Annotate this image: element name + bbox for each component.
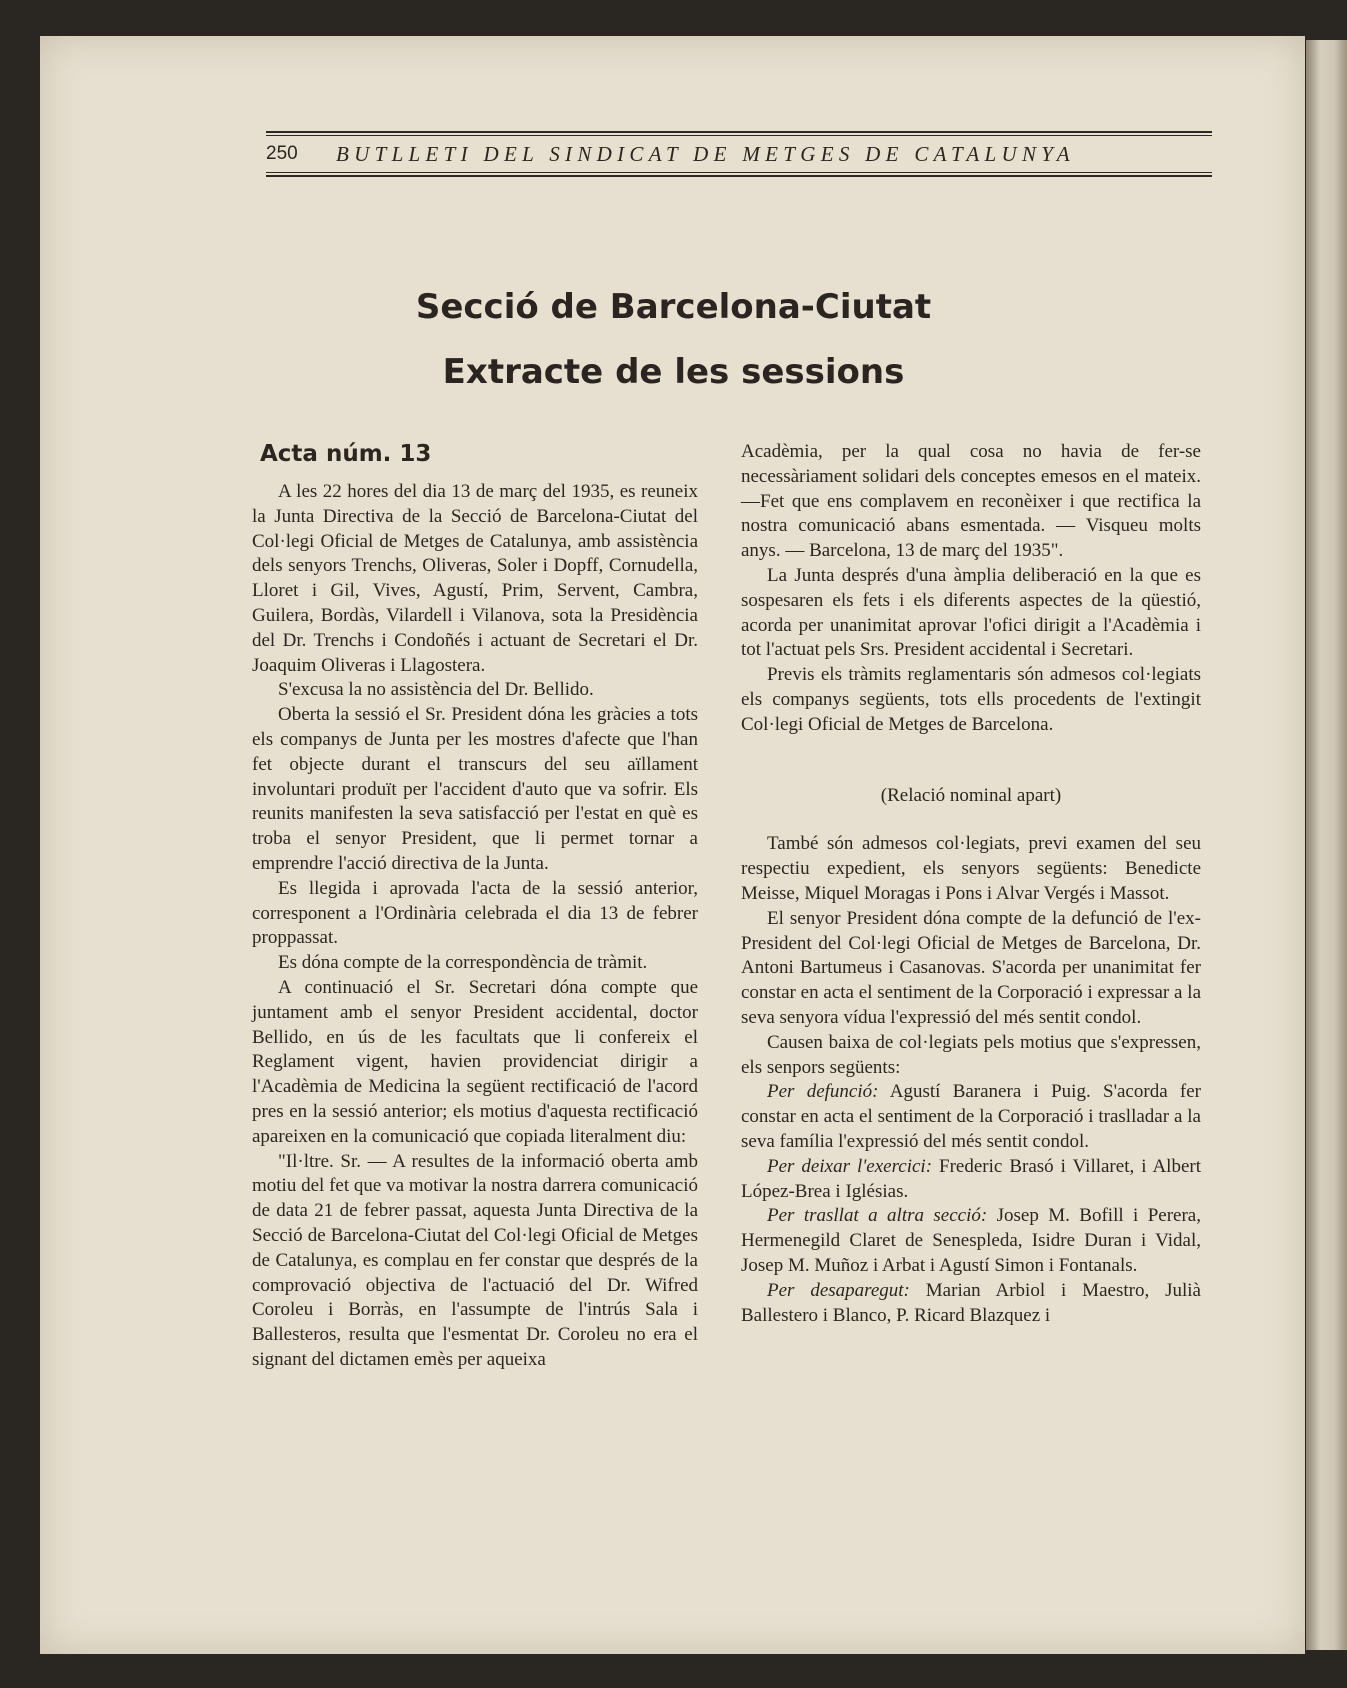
baixa-text: Marian Arbiol i Maestro, Julià Ballestero i Blanco, P. Ricard Blazquez i [741, 1279, 1201, 1326]
baixa-label: Per deixar l'exercici: [767, 1155, 933, 1177]
baixa-item [741, 1155, 1201, 1205]
paragraph: Oberta la sessió el Sr. President dóna les gràcies a tots els companys de Junta per les mostres d'afecte que l'han fet objecte durant el transcurs del seu aïllament involuntari produït per l'accident d'auto que va sofrir. Els reunits manifesten la seva satisfacció per l'estat en què es troba el senyor President, que li permet tornar a emprendre l'acció directiva de la Junta. [252, 704, 698, 874]
page-number: 250 [266, 143, 298, 164]
paragraph-continuation: Acadèmia, per la qual cosa no havia de fer-se necessàriament solidari dels conceptes emesos en el mateix.—Fet que ens complavem en reconèixer i que rectifica la nostra comunicació abans esmentada. — Visqueu molts anys. — Barcelona, 13 de març del 1935". [741, 441, 1201, 562]
paragraph: També són admesos col·legiats, previ examen del seu respectiu expedient, els senyors següents: Benedicte Meisse, Miquel Moragas i Pons i Alvar Vergés i Massot. [741, 833, 1201, 904]
spacer [741, 738, 1201, 784]
baixa-text: Agustí Baranera i Puig. S'acorda fer constar en acta el sentiment de la Corporació i traslladar a la seva família l'expressió del més sentit condol. [741, 1081, 1202, 1152]
left-column [252, 440, 698, 1373]
paragraph: La Junta després d'una àmplia deliberació en la que es sospesaren els fets i els diferents aspectes de la qüestió, acorda per unanimitat aprovar l'ofici dirigit a l'Acadèmia i tot l'actuat pels Srs. President accidental i Secretari. [741, 564, 1201, 661]
paragraph: A continuació el Sr. Secretari dóna compte que juntament amb el senyor President accidental, doctor Bellido, en ús de les facultats que li confereix el Reglament vigent, havien providenciat dirigir a l'Acadèmia de Medicina la següent rectificació de l'acord pres en la sessió anterior; els motius d'aquesta rectificació apareixen en la comunicació que copiada literalment diu: [252, 976, 698, 1147]
header-rule-bottom-thin [266, 172, 1212, 173]
section-subtitle: Extracte de les sessions [442, 352, 905, 392]
running-header [266, 138, 1212, 170]
running-title: BUTLLETI DEL SINDICAT DE METGES DE CATALUNYA [336, 141, 1075, 166]
header-rule-bottom [266, 175, 1212, 177]
baixa-text: Josep M. Bofill i Perera, Hermenegild Claret de Senespleda, Isidre Duran i Vidal, Josep M. Muñoz i Arbat i Agustí Simon i Fontanals. [741, 1205, 1201, 1276]
paragraph: Causen baixa de col·legiats pels motius que s'expressen, els senpors següents: [741, 1031, 1201, 1078]
baixa-text: Frederic Brasó i Villaret, i Albert López-Brea i Iglésias. [741, 1155, 1201, 1202]
acta-heading: Acta núm. 13 [260, 441, 432, 467]
paragraph: "Il·ltre. Sr. — A resultes de la informació oberta amb motiu del fet que va motivar la nostra darrera comunicació de data 21 de febrer passat, aquesta Junta Directiva de la Secció de Barcelona-Ciutat del Col·legi Oficial de Metges de Catalunya, es complau en fer constar que després de la comprovació objectiva de l'actuació del Dr. Wifred Coroleu i Borràs, en l'assumpte de l'intrús Sala i Ballesteros, resulta que l'esmentat Dr. Coroleu no era el signant del dictamen emès per aqueixa [252, 1150, 698, 1370]
spacer [741, 808, 1201, 832]
relacio-note: (Relació nominal apart) [880, 784, 1062, 806]
right-column [741, 440, 1201, 1328]
baixa-item [741, 1080, 1201, 1154]
baixa-label: Per desaparegut: [767, 1279, 910, 1301]
baixa-label: Per defunció: [767, 1081, 879, 1103]
book-spine-edge [1306, 40, 1347, 1650]
baixa-item [741, 1279, 1201, 1329]
paragraph: Previs els tràmits reglamentaris són admesos col·legiats els companys següents, tots ells procedents de l'extingit Col·legi Oficial de Metges de Barcelona. [741, 664, 1201, 735]
section-title: Secció de Barcelona-Ciutat [415, 287, 932, 327]
paragraph: A les 22 hores del dia 13 de març del 1935, es reuneix la Junta Directiva de la Secció de Barcelona-Ciutat del Col·legi Oficial de Metges de Catalunya, amb assistència dels senyors Trenchs, Oliveras, Soler i Dopff, Cornudella, Lloret i Gil, Vives, Agustí, Prim, Servent, Cambra, Guilera, Bordàs, Vilardell i Vilanova, sota la Presidència del Dr. Trenchs i Condoñés i actuant de Secretari el Dr. Joaquim Oliveras i Llagostera. [252, 481, 698, 676]
baixa-item [741, 1204, 1201, 1278]
paragraph: El senyor President dóna compte de la defunció de l'ex-President del Col·legi Oficial de Metges de Barcelona, Dr. Antoni Bartumeus i Casanovas. S'acorda per unanimitat fer constar en acta el sentiment de la Corporació i expressar a la seva senyora vídua l'expressió del més sentit condol. [741, 907, 1201, 1028]
baixa-label: Per trasllat a altra secció: [767, 1205, 988, 1227]
header-rule-top [266, 131, 1212, 133]
header-rule-top-thin [266, 135, 1212, 136]
paragraph: Es dóna compte de la correspondència de tràmit. [278, 952, 648, 974]
paragraph: Es llegida i aprovada l'acta de la sessió anterior, corresponent a l'Ordinària celebrada el dia 13 de febrer proppassat. [252, 877, 698, 949]
paragraph: S'excusa la no assistència del Dr. Bellido. [278, 679, 594, 701]
